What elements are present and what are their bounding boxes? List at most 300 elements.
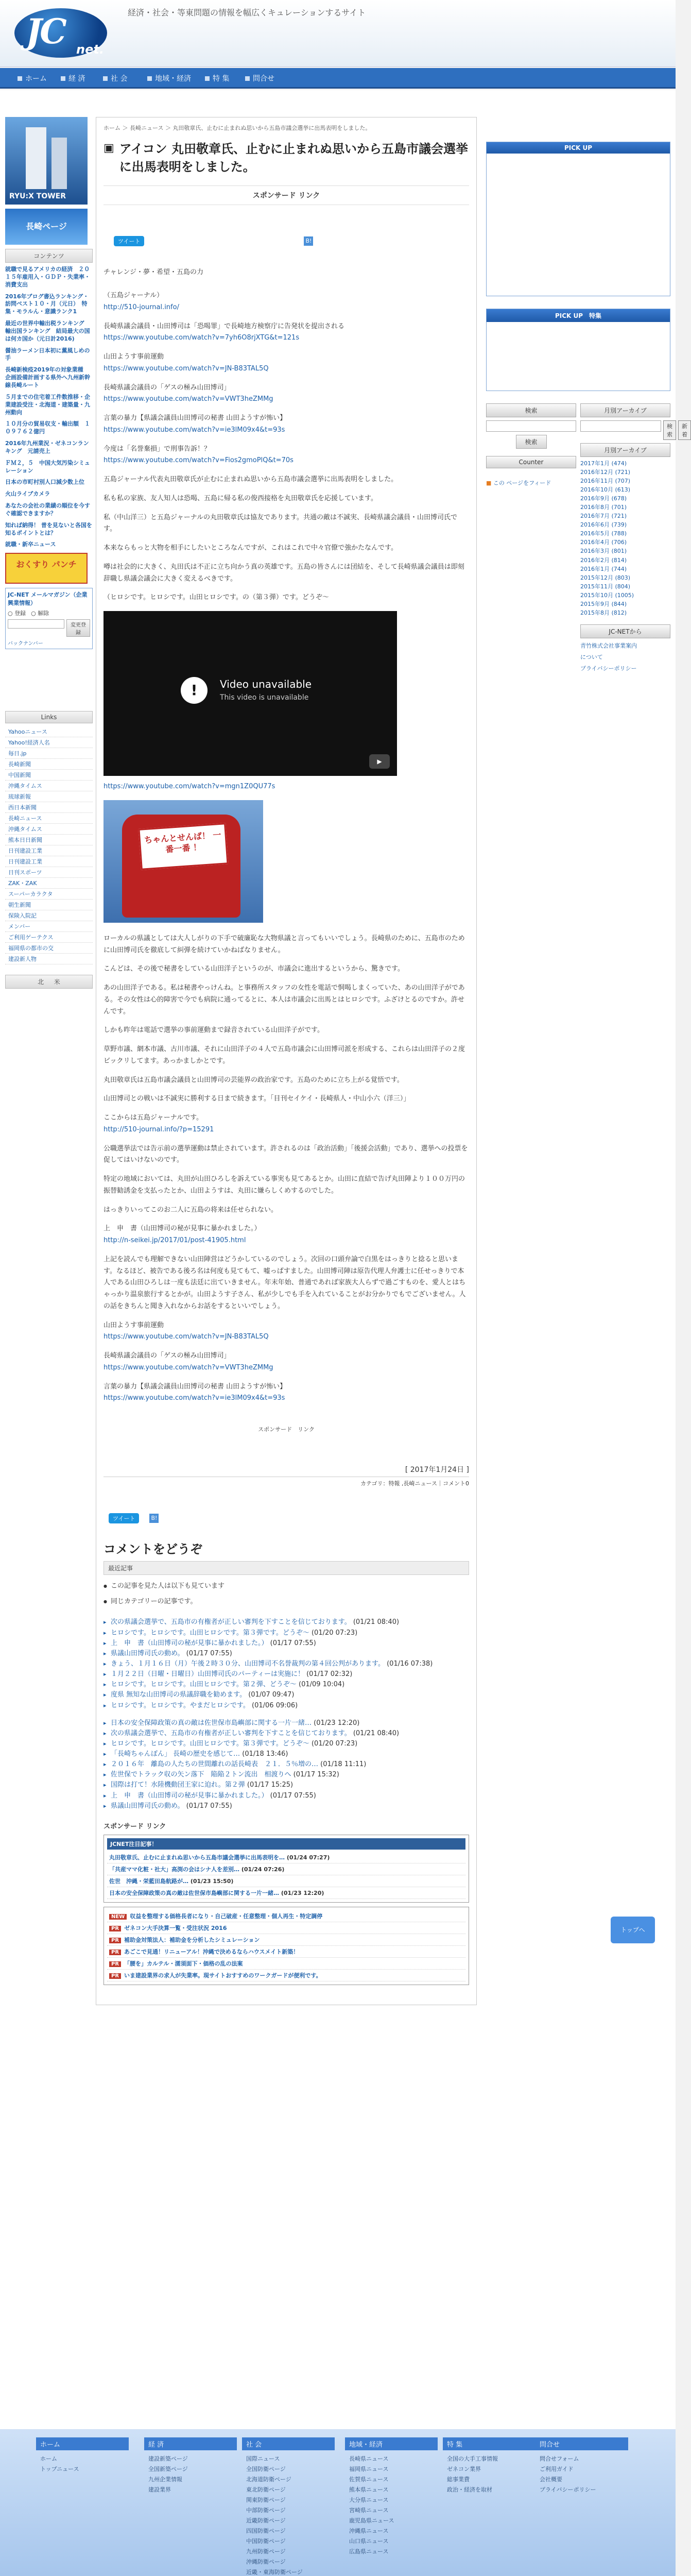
paragraph-text: （五島ジャーナル） [103, 292, 164, 300]
search-heading-button[interactable]: 検索 [486, 403, 576, 417]
nav-society[interactable] [103, 73, 127, 83]
related-article-link[interactable]: 佐世保でトラック収の矢ン落下 陥陥２トン流出 相渡りへ [111, 1771, 291, 1779]
related-article-link[interactable]: 「長崎ちゃんぽん」 長崎の歴史を感じて… [111, 1750, 240, 1758]
pr-feed-link[interactable]: 収益を整理する価格長者になり・自己破産・任意整理・個人再生・特定調停 [130, 1912, 323, 1920]
left-link-item[interactable]: 西日本新聞 [5, 802, 93, 813]
footer-link[interactable]: 九州防衛ページ [246, 2548, 286, 2555]
archive-month-link[interactable]: 2015年9月 (844) [580, 600, 627, 607]
article-paragraph: しかも昨年は電話で選挙の事前運動まで録音されている山田洋子がです。 [103, 1026, 324, 1035]
same-category-list [103, 1718, 469, 1811]
footer-link[interactable]: 大分県ニュース [349, 2497, 389, 2503]
related-article-date: (01/17 15:32) [293, 1771, 339, 1779]
left-news-link[interactable]: ５月までの住宅着工件数推移・企業建設受注・北海道・建築量・九州動向 [5, 393, 90, 416]
feed-item-date: (01/24 07:26) [241, 1866, 285, 1873]
list-item [103, 1749, 469, 1759]
right-sub-columns [486, 403, 687, 672]
search-submit-button[interactable]: 検索 [516, 435, 547, 449]
nav-label: 社 会 [111, 75, 128, 83]
share-bar [114, 236, 469, 246]
related-article-date: (01/06 09:06) [252, 1701, 298, 1709]
pr-feed-item[interactable] [107, 1946, 465, 1958]
article-paragraph: こんどは、その後で秘書をしている山田洋子というのが、市議会に進出するというから、驚きです。 [103, 965, 404, 973]
left-news-list [5, 266, 93, 549]
nav-economy[interactable] [61, 73, 85, 83]
list-item [103, 1728, 469, 1739]
footer-link[interactable]: 総事業費 [447, 2476, 470, 2483]
left-link-item[interactable]: 長崎新聞 [5, 759, 93, 770]
related-article-link[interactable]: ヒロシです。ヒロシです。山田ヒロシです。第３弾です。どうぞ〜 [111, 1739, 309, 1748]
article-paragraph [103, 1320, 469, 1344]
paragraph-text: 長崎県議会議員の「ゲスの極み山田博司」 [103, 1352, 231, 1360]
archive-month-link[interactable]: 2016年3月 (801) [580, 548, 627, 555]
related-article-link[interactable]: 次の県議会選挙で、五島市の有権者が正しい審判を下すことを信じております。 [111, 1729, 351, 1737]
footer-link[interactable]: 北海道防衛ページ [246, 2476, 291, 2483]
article-paragraph: 五島ジャーナル代表丸田敬章氏が止むに止まれぬ思いから五島市議会選挙に出馬表明をしました。 [103, 476, 398, 484]
article-paragraph: ローカルの県議としては大人しがりの下手で破廉恥な大物県議と言ってもいいでしょう。長崎県のために、五島市のために山田博司氏を徹底して糾弾を続けていかねばなりません。 [103, 934, 465, 954]
paragraph-text: 長崎県議会議員の「ゲスの極み山田博司」 [103, 383, 231, 392]
archive-new-button[interactable]: 新着 [678, 420, 691, 440]
sponsored-link-label-2: スポンサード リンク [258, 1426, 315, 1433]
article-paragraph [103, 444, 469, 467]
nav-label: 経 済 [68, 75, 85, 83]
paragraph-text: 今度は「名誉棄損」で刑事告訴！？ [103, 445, 211, 453]
article-paragraph [103, 781, 469, 793]
footer-link[interactable]: 東北防衛ページ [246, 2486, 286, 2493]
pickup-feature-box [486, 309, 670, 391]
comments-title: コメントをどうぞ [103, 1542, 202, 1557]
footer-column-heading[interactable]: 問合せ [535, 2437, 628, 2450]
related-article-link[interactable]: 次の県議会選挙で、五島市の有権者が正しい審判を下すことを信じております。 [111, 1618, 351, 1626]
feed-item-date: (01/24 07:27) [286, 1854, 330, 1861]
footer-link[interactable]: 沖縄防衛ページ [246, 2558, 286, 2565]
pr-badge: PR [109, 1926, 121, 1931]
logo-net-text: net. [76, 42, 104, 57]
left-bottom-heading: 北 米 [5, 975, 93, 989]
related-article-date: (01/17 02:32) [306, 1670, 353, 1679]
left-link-item[interactable]: 日刊建設工業 [5, 856, 93, 867]
tower-shape [26, 127, 46, 189]
recent-info-list [103, 1581, 469, 1607]
footer-link[interactable]: 関東防衛ページ [246, 2497, 286, 2503]
footer-column-heading[interactable]: ホーム [36, 2437, 129, 2450]
footer-link[interactable]: 近畿・東海防衛ページ [246, 2569, 303, 2575]
left-link-item[interactable]: 琉球新報 [5, 791, 93, 802]
about-link[interactable]: 青竹株式会社事業案内 [580, 642, 637, 649]
left-news-link[interactable]: 2016年九州業況・ゼネコンランキング 元請売上 [5, 440, 89, 454]
archive-list [580, 459, 670, 617]
footer-link[interactable]: 近畿防衛ページ [246, 2517, 286, 2524]
contents-heading: コンテンツ [5, 249, 93, 263]
pr-feed-item[interactable] [107, 1922, 465, 1934]
about-link[interactable]: プライバシーポリシー [580, 665, 637, 672]
archive-month-link[interactable]: 2015年11月 (804) [580, 583, 631, 590]
list-item [103, 1638, 469, 1649]
related-article-date: (01/17 07:55) [186, 1649, 232, 1657]
paragraph-text: 山田ようす事前運動 [103, 1321, 164, 1329]
article-link[interactable]: http://510-journal.info/?p=15291 [103, 1125, 214, 1133]
footer-link[interactable]: 長崎県ニュース [349, 2455, 389, 2462]
article-link[interactable]: https://www.youtube.com/watch?v=JN-B83TAL5Q [103, 1333, 269, 1341]
archive-month-link[interactable]: 2016年2月 (814) [580, 556, 627, 564]
feed-item-link[interactable]: 丸田敬章氏、止むに止まれぬ思いから五島市議会選挙に出馬表明を… [109, 1854, 285, 1861]
search-row [486, 420, 576, 432]
article-paragraph [103, 1223, 469, 1247]
right-sidebar [486, 142, 687, 672]
left-links-list [5, 726, 93, 964]
article-paragraph: 特定の地域においては、丸田が山田ひろしを訴えている事実も見てあるとか。山田に直結で告げ丸田陣より１００万円の振替勧誘金を支払ったとか、山田ようすは、丸田に嫌らしくめするのでした。 [103, 1175, 465, 1195]
archive-heading-button[interactable]: 月別アーカイブ [580, 403, 670, 417]
article-link[interactable]: http://n-seikei.jp/2017/01/post-41905.html [103, 1236, 246, 1245]
related-article-date: (01/21 08:40) [353, 1729, 400, 1737]
nav-region[interactable] [147, 73, 191, 83]
footer-link[interactable]: 建設業界 [148, 2486, 171, 2493]
footer-column-heading[interactable]: 特 集 [443, 2437, 535, 2450]
feed-item[interactable] [107, 1863, 465, 1875]
pr-feed-link[interactable]: 補助金対策法人：補助金を分析したシミュレーション [124, 1936, 260, 1943]
pr-feed-item[interactable] [107, 1958, 465, 1970]
about-link[interactable]: について [580, 653, 603, 660]
left-link-item[interactable]: 日刊スポーツ [5, 867, 93, 878]
article-link[interactable]: https://www.youtube.com/watch?v=7yh6O8rjXTG&t=121s [103, 334, 300, 342]
paragraph-text: ここからは五島ジャーナルです。 [103, 1114, 203, 1122]
post-category-bar[interactable]: カテゴリ：特報 ,長崎ニュース｜コメント0 [103, 1477, 469, 1487]
related-article-date: (01/16 07:38) [387, 1659, 433, 1668]
related-article-link[interactable]: きょう、１月１６日（月）午後２時３０分、山田博司不名誉裁判の第４回公判があります。 [111, 1659, 385, 1668]
footer-link[interactable]: 山口県ニュース [349, 2538, 389, 2545]
footer-link[interactable]: 四国防衛ページ [246, 2528, 286, 2534]
pr-badge: PR [109, 1950, 121, 1955]
pr-feed-box [103, 1907, 469, 1985]
footer-link[interactable]: ホーム [40, 2455, 57, 2462]
article-paragraph: 草野市議、網本市議、古川市議、それに山田洋子の４人で五島市議会に山田博司派を形成する、これらは山田洋子の２度ビックリしてます。あっかましかとです。 [103, 1045, 465, 1065]
nav-feature[interactable] [205, 73, 229, 83]
archive-list-heading: 月別アーカイブ [580, 443, 670, 457]
list-item [103, 1780, 469, 1790]
video-unavailable-subtitle: This video is unavailable [220, 693, 309, 702]
archive-search-button[interactable]: 検索 [663, 420, 676, 440]
embedded-video[interactable] [103, 611, 397, 776]
footer-column [345, 2437, 438, 2556]
pr-feed-item[interactable] [107, 1934, 465, 1946]
archive-search-row [580, 420, 687, 440]
pr-feed-item[interactable] [107, 1910, 465, 1922]
nav-label: ホーム [25, 75, 47, 83]
ryux-tower-title: RYU:X TOWER [9, 192, 66, 200]
archive-month-link[interactable]: 2017年1月 (474) [580, 460, 627, 467]
pr-feed-link[interactable]: いま建設業界の求人が失業率。現サイトおすすめのワークガードが便利です。 [124, 1972, 322, 1979]
archive-month-link[interactable]: 2016年9月 (678) [580, 495, 627, 502]
feed-item-link[interactable]: 佐世 沖縄・栄藍田島航路が… [109, 1877, 188, 1885]
nav-bullet-icon [61, 76, 65, 81]
nav-bullet-icon [205, 76, 210, 81]
article-paragraph [103, 1112, 469, 1136]
archive-month-link[interactable]: 2016年1月 (744) [580, 565, 627, 572]
pickup-box [486, 142, 670, 296]
article-paragraph: （ヒロシです。ヒロシです。山田ヒロシです。の（第３弾）です。どうぞ〜 [103, 594, 329, 602]
related-article-link[interactable]: 日本の安全保障政策の真の敵は佐世保市島嶼部に関する一片一緒… [111, 1719, 312, 1727]
post-date: [ 2017年1月24日 ] [405, 1466, 469, 1475]
feed-item-link[interactable]: 日本の安全保障政策の真の敵は佐世保市島嶼部に関する一片一緒… [109, 1889, 279, 1896]
youtube-logo-icon[interactable]: ▶ [369, 754, 390, 769]
left-link-item[interactable]: メンバー [5, 921, 93, 932]
okusuri-pancha-banner[interactable]: おくすり パンチ [5, 553, 88, 584]
bookmark-icon[interactable]: B! [304, 236, 313, 246]
article-paragraph [103, 1350, 469, 1374]
related-article-link[interactable]: 県議山田博司氏の動め。 [111, 1649, 184, 1657]
related-article-date: (01/23 12:20) [314, 1719, 360, 1727]
list-item [103, 1739, 469, 1749]
left-news-link[interactable]: 火山ライブカメラ [5, 490, 50, 498]
title-text: 丸田敬章氏、止むに止まれぬ思いから五島市議会選挙に出馬表明をしました。 [119, 142, 469, 174]
article-link[interactable]: https://www.youtube.com/watch?v=ie3lM09x4&t=93s [103, 1394, 285, 1402]
counter-heading: Counter [486, 456, 576, 468]
related-article-date: (01/07 09:47) [248, 1691, 295, 1699]
nav-bullet-icon [245, 76, 250, 81]
footer-link[interactable]: トップニュース [40, 2466, 79, 2472]
left-news-link[interactable]: １０月分の貿易収支・輸出額 １０９７６２億円 [5, 420, 90, 435]
footer-column-heading[interactable]: 経 済 [144, 2437, 237, 2450]
list-item [103, 1718, 469, 1728]
broken-image-icon: ▣ [103, 142, 114, 155]
article-paragraph: 私（中山洋三）と五島ジャーナルの丸田敬章氏は協友であります。共通の敵は不誠実、長崎県議会議員・山田博司氏です。 [103, 513, 458, 533]
article-paragraph [103, 351, 469, 375]
article-paragraph [103, 321, 469, 345]
footer-link[interactable]: ゼネコン業界 [447, 2466, 481, 2472]
related-article-link[interactable]: 国際は打て！水陸機動団王家に迫れ。第２弾 [111, 1781, 245, 1789]
links-heading: Links [5, 711, 93, 723]
article-link[interactable]: https://www.youtube.com/watch?v=mgn1Z0QU77s [103, 783, 275, 791]
rss-label: この ページをフィード [493, 480, 551, 486]
breadcrumb: ホーム ＞ 長崎ニュース ＞ 丸田敬章氏、止むに止まれぬ思いから五島市議会選挙に出馬表明をしました。 [103, 125, 371, 131]
left-link-item[interactable]: ZAK・ZAK [5, 878, 93, 889]
feed-item-date: (01/23 12:20) [281, 1889, 324, 1896]
left-link-item[interactable]: 沖縄タイムス [5, 781, 93, 791]
rss-icon: ■ [486, 480, 492, 486]
article-link[interactable]: http://510-journal.info/ [103, 303, 179, 311]
footer-link[interactable]: 会社概要 [540, 2476, 562, 2483]
article-paragraph: 噂は社会的に大きく、丸田氏は不正に立ち向かう真の英雄です。五島の皆さんには団結を、そして長崎県議会議員は即刻辞職し県議会議会に大きく変えるべきです。 [103, 563, 464, 583]
video-unavailable-icon: ! [181, 677, 208, 704]
mail-backnumber-link[interactable]: バックナンバー [8, 641, 43, 647]
left-news-link[interactable]: 最近の世界中輸出税ランキング 輸出国ランキング 結局最大の国は何カ国か（元日計2016) [5, 320, 90, 342]
campaign-sign: ちゃんとせんば！ 一番一番 ！ [138, 823, 228, 870]
related-article-link[interactable]: １月２２日（日曜・日曜日）山田博司氏のパーティーは実施に！ [111, 1670, 304, 1679]
archive-month-link[interactable]: 2016年8月 (701) [580, 504, 627, 511]
related-article-link[interactable]: 県議山田博司氏の動め。 [111, 1802, 184, 1810]
left-news-link[interactable]: 長崎新検疫2019年の対象業種 企画設備計画する県外へ九州新幹線長崎ルート [5, 366, 90, 388]
jcnet-feed-box [103, 1835, 469, 1903]
footer-link[interactable]: ご利用ガイド [540, 2466, 574, 2472]
mail-input-row [8, 619, 90, 637]
mail-unregister-radio[interactable]: ○ 解除 [31, 610, 49, 617]
list-item: ● 同じカテゴリーの記事です。 [103, 1597, 469, 1607]
archive-input[interactable] [580, 420, 661, 432]
paragraph-text: 言葉の暴力【県議会議員山田博司の秘書 山田ようすが怖い】 [103, 1382, 287, 1391]
nav-home[interactable] [18, 73, 47, 83]
left-link-item[interactable]: ご利用ゲーテクス [5, 932, 93, 943]
article-paragraph: あの山田洋子である。私は秘書やっけんね。と事務所スタッフの女性を電話で恫喝しまくっていた、あの山田洋子がである。その女性は心的障害で今でも病院に通ってるとに、本人は市議会に出馬とはヒロシです。ふざけとるのですか。許せんです。 [103, 984, 465, 1015]
footer-link[interactable]: 熊本県ニュース [349, 2486, 389, 2493]
article-link[interactable]: https://www.youtube.com/watch?v=VWT3heZMMg [103, 1363, 273, 1371]
back-to-top-button[interactable]: トップへ [611, 1917, 655, 1943]
left-link-item[interactable]: 熊本日日新聞 [5, 835, 93, 845]
footer-link[interactable]: 中部防衛ページ [246, 2507, 286, 2514]
pr-feed-item[interactable] [107, 1970, 465, 1981]
footer-link[interactable]: 全国の大手工事情報 [447, 2455, 498, 2462]
tweet-button-bottom[interactable]: ツイート [109, 1513, 139, 1523]
related-article-date: (01/17 15:25) [247, 1781, 293, 1789]
archive-month-link[interactable]: 2016年4月 (706) [580, 539, 627, 546]
footer-link[interactable]: 九州企業情報 [148, 2476, 182, 2483]
pr-feed-link[interactable]: ゼネコン大手決算一覧・受注状況 2016 [124, 1924, 227, 1931]
feed-item[interactable] [107, 1887, 465, 1899]
footer-link[interactable]: 中国防衛ページ [246, 2538, 286, 2545]
article-paragraph: はっきりいってこのお二人に五島の将来は任せられない。 [103, 1206, 278, 1214]
article-link[interactable]: https://www.youtube.com/watch?v=ie3lM09x4&t=93s [103, 426, 285, 434]
left-news-link[interactable]: 醤油ラーメン日本初に薫風しめの手 [5, 347, 90, 362]
related-article-date: (01/09 10:04) [299, 1681, 345, 1689]
mail-magazine-title: JC-NET メールマガジン（企業興業情報） [8, 591, 88, 607]
tweet-button[interactable]: ツイート [114, 236, 144, 246]
archive-month-link[interactable]: 2016年6月 (739) [580, 521, 627, 529]
mail-address-input[interactable] [8, 619, 64, 629]
archive-month-link[interactable]: 2016年12月 (721) [580, 469, 631, 476]
nav-bullet-icon [103, 76, 108, 81]
feed-list [107, 1852, 465, 1899]
archive-month-link[interactable]: 2015年10月 (1005) [580, 591, 634, 599]
pr-feed-link[interactable]: 「腰を」カルテル・濡須面下・価格の乱の法案 [124, 1960, 243, 1967]
left-link-item[interactable]: Yahoo!経済人名 [5, 737, 93, 748]
article-body [103, 267, 469, 1405]
archive-month-link[interactable]: 2016年10月 (613) [580, 486, 631, 494]
left-link-item[interactable]: 朝生新聞 [5, 900, 93, 910]
left-link-item[interactable]: 福岡県の都市の交 [5, 943, 93, 954]
left-link-item[interactable]: Yahooニュース [5, 726, 93, 737]
related-article-link[interactable]: ヒロシです。ヒロシです。やまだヒロシです。 [111, 1701, 250, 1709]
left-link-item[interactable]: 沖縄タイムス [5, 824, 93, 835]
left-link-item[interactable]: 中国新聞 [5, 770, 93, 781]
nav-contact[interactable] [245, 73, 274, 83]
related-article-date: (01/20 07:23) [311, 1629, 358, 1637]
left-news-link[interactable]: 知れば納得！ 普を見ないと各国を知るポイントとは？ [5, 521, 92, 536]
footer-link[interactable]: 広島県ニュース [349, 2548, 389, 2555]
archive-month-link[interactable]: 2016年11月 (707) [580, 478, 631, 485]
footer-link[interactable]: 福岡県ニュース [349, 2466, 389, 2472]
footer-link[interactable]: 宮崎県ニュース [349, 2507, 389, 2514]
footer-link[interactable]: 鹿児島県ニュース [349, 2517, 394, 2524]
related-article-link[interactable]: 度県 無知な山田博司の県議辞職を勧めます。 [111, 1691, 247, 1699]
bookmark-icon-bottom[interactable]: B! [149, 1514, 159, 1523]
logo-text: JC [26, 11, 65, 52]
article-paragraph: 丸田敬章氏は五島市議会議員と山田博司の芸能界の政治家です。五島のために立ち上がる覚悟です。 [103, 1076, 404, 1084]
archive-month-link[interactable]: 2015年8月 (812) [580, 609, 627, 616]
mail-magazine-box [5, 588, 93, 649]
paragraph-text: 言葉の暴力【県議会議員山田博司の秘書 山田ようすが怖い】 [103, 414, 287, 422]
archive-month-link[interactable]: 2016年7月 (721) [580, 513, 627, 520]
nagasaki-page-banner[interactable]: 長崎ページ [5, 209, 88, 245]
footer-link[interactable]: 建設新築ページ [148, 2455, 188, 2462]
related-article-date: (01/21 08:40) [353, 1618, 400, 1626]
article-link[interactable]: https://www.youtube.com/watch?v=Fios2gmoPlQ&t=70s [103, 456, 293, 465]
footer-column [144, 2437, 237, 2495]
related-article-link[interactable]: ２０１６年 離島の人たちの世間離れの話長崎表 ２１．５％増の… [111, 1760, 319, 1769]
right-sub-right [580, 403, 687, 672]
feed-item[interactable] [107, 1852, 465, 1863]
pr-badge: PR [109, 1938, 121, 1943]
site-logo[interactable] [14, 5, 117, 62]
footer-link[interactable]: 問合せフォーム [540, 2455, 579, 2462]
ryux-tower-banner[interactable] [5, 117, 88, 205]
related-articles-list [103, 1617, 469, 1710]
paragraph-text: 山田ようす事前運動 [103, 353, 164, 361]
left-link-item[interactable]: 保険入院記 [5, 910, 93, 921]
right-sub-left [486, 403, 576, 672]
page-body [0, 90, 687, 2429]
footer-link[interactable]: 全国防衛ページ [246, 2466, 286, 2472]
title-image-alt: アイコン [119, 142, 167, 156]
left-news-link[interactable]: 日本の市町村別人口減少数上位 [5, 479, 84, 486]
archive-month-link[interactable]: 2016年5月 (788) [580, 530, 627, 537]
related-article-date: (01/20 07:23) [311, 1739, 358, 1748]
mail-register-radio[interactable]: ○ 登録 [8, 610, 26, 617]
footer-link[interactable]: プライバシーポリシー [540, 2486, 596, 2493]
related-article-link[interactable]: 上 申 書（山田博司の秘が見事に暴かれました。） [111, 1791, 268, 1800]
left-link-item[interactable]: 建設新人物 [5, 954, 93, 964]
related-article-date: (01/17 07:55) [270, 1791, 316, 1800]
article-paragraph: 私も私の家族、友人知人は恐喝、五島に帰る私の俊西接格を丸田敬章氏を応援しています。 [103, 494, 377, 502]
left-link-item[interactable]: スーパーカラクタ [5, 889, 93, 900]
search-input[interactable] [486, 420, 576, 432]
rss-feed-link[interactable] [486, 479, 576, 487]
feed-item-link[interactable]: 「共産ママ化粧・社大」高渕の会はシナ人を差別… [109, 1866, 239, 1873]
left-news-link[interactable]: ＦＭ２，５ 中国大気汚染シミュレーション [5, 459, 90, 474]
left-link-item[interactable]: 長崎ニュース [5, 813, 93, 824]
left-news-link[interactable]: あなたの会社の業績の順位を今すぐ確認できますか？ [5, 502, 90, 517]
footer-link[interactable]: 沖縄県ニュース [349, 2528, 389, 2534]
about-heading: JC-NETから [580, 624, 670, 638]
left-news-link[interactable]: 就職・新卒ニュース [5, 541, 56, 548]
share-bar-bottom [109, 1513, 469, 1523]
footer-column-heading[interactable]: 社 会 [242, 2437, 335, 2450]
pr-feed-link[interactable]: あごこで見通！リニューアル！沖縄で決めるならハウスメイト新築！ [124, 1948, 299, 1955]
archive-month-link[interactable]: 2015年12月 (803) [580, 574, 631, 581]
footer-link[interactable]: 政治・経済を取材 [447, 2486, 492, 2493]
pr-badge: NEW [109, 1914, 127, 1920]
footer-link[interactable]: 全国新築ページ [148, 2466, 188, 2472]
related-article-date: (01/18 11:11) [320, 1760, 367, 1769]
feed-item[interactable] [107, 1875, 465, 1887]
left-link-item[interactable]: 毎日.jp [5, 748, 93, 759]
footer-link[interactable]: 佐賀県ニュース [349, 2476, 389, 2483]
related-article-link[interactable]: ヒロシです。ヒロシです。山田ヒロシです。第２弾、どうぞ〜 [111, 1681, 297, 1689]
left-link-item[interactable]: 日刊建設工業 [5, 845, 93, 856]
article-link[interactable]: https://www.youtube.com/watch?v=JN-B83TAL5Q [103, 364, 269, 372]
footer-column-heading[interactable]: 地域・経済 [345, 2437, 438, 2450]
list-item [103, 1770, 469, 1780]
mail-submit-button[interactable]: 変更登録 [66, 619, 90, 637]
mail-unregister-label: 解除 [38, 610, 49, 617]
related-article-link[interactable]: 上 申 書（山田博司の秘が見事に暴かれました。） [111, 1639, 268, 1647]
related-article-link[interactable]: ヒロシです。ヒロシです。山田ヒロシです。第３弾です。どうぞ〜 [111, 1629, 309, 1637]
left-news-link[interactable]: 2016年ブログ書込ランキング・訪問ベスト１０・月（元日） 特集・モラルん・意識ランク1 [5, 293, 89, 315]
footer-column [443, 2437, 535, 2495]
article-title [103, 140, 469, 176]
nav-bullet-icon [18, 76, 22, 81]
article-link[interactable]: https://www.youtube.com/watch?v=VWT3heZMMg [103, 395, 273, 403]
left-news-link[interactable]: 就職で見るアメリカの経済 ２０１５年雇用入・ＧＤＰ・失業率・消費支出 [5, 266, 90, 288]
footer-link[interactable]: 国際ニュース [246, 2455, 280, 2462]
nav-bullet-icon [147, 76, 152, 81]
